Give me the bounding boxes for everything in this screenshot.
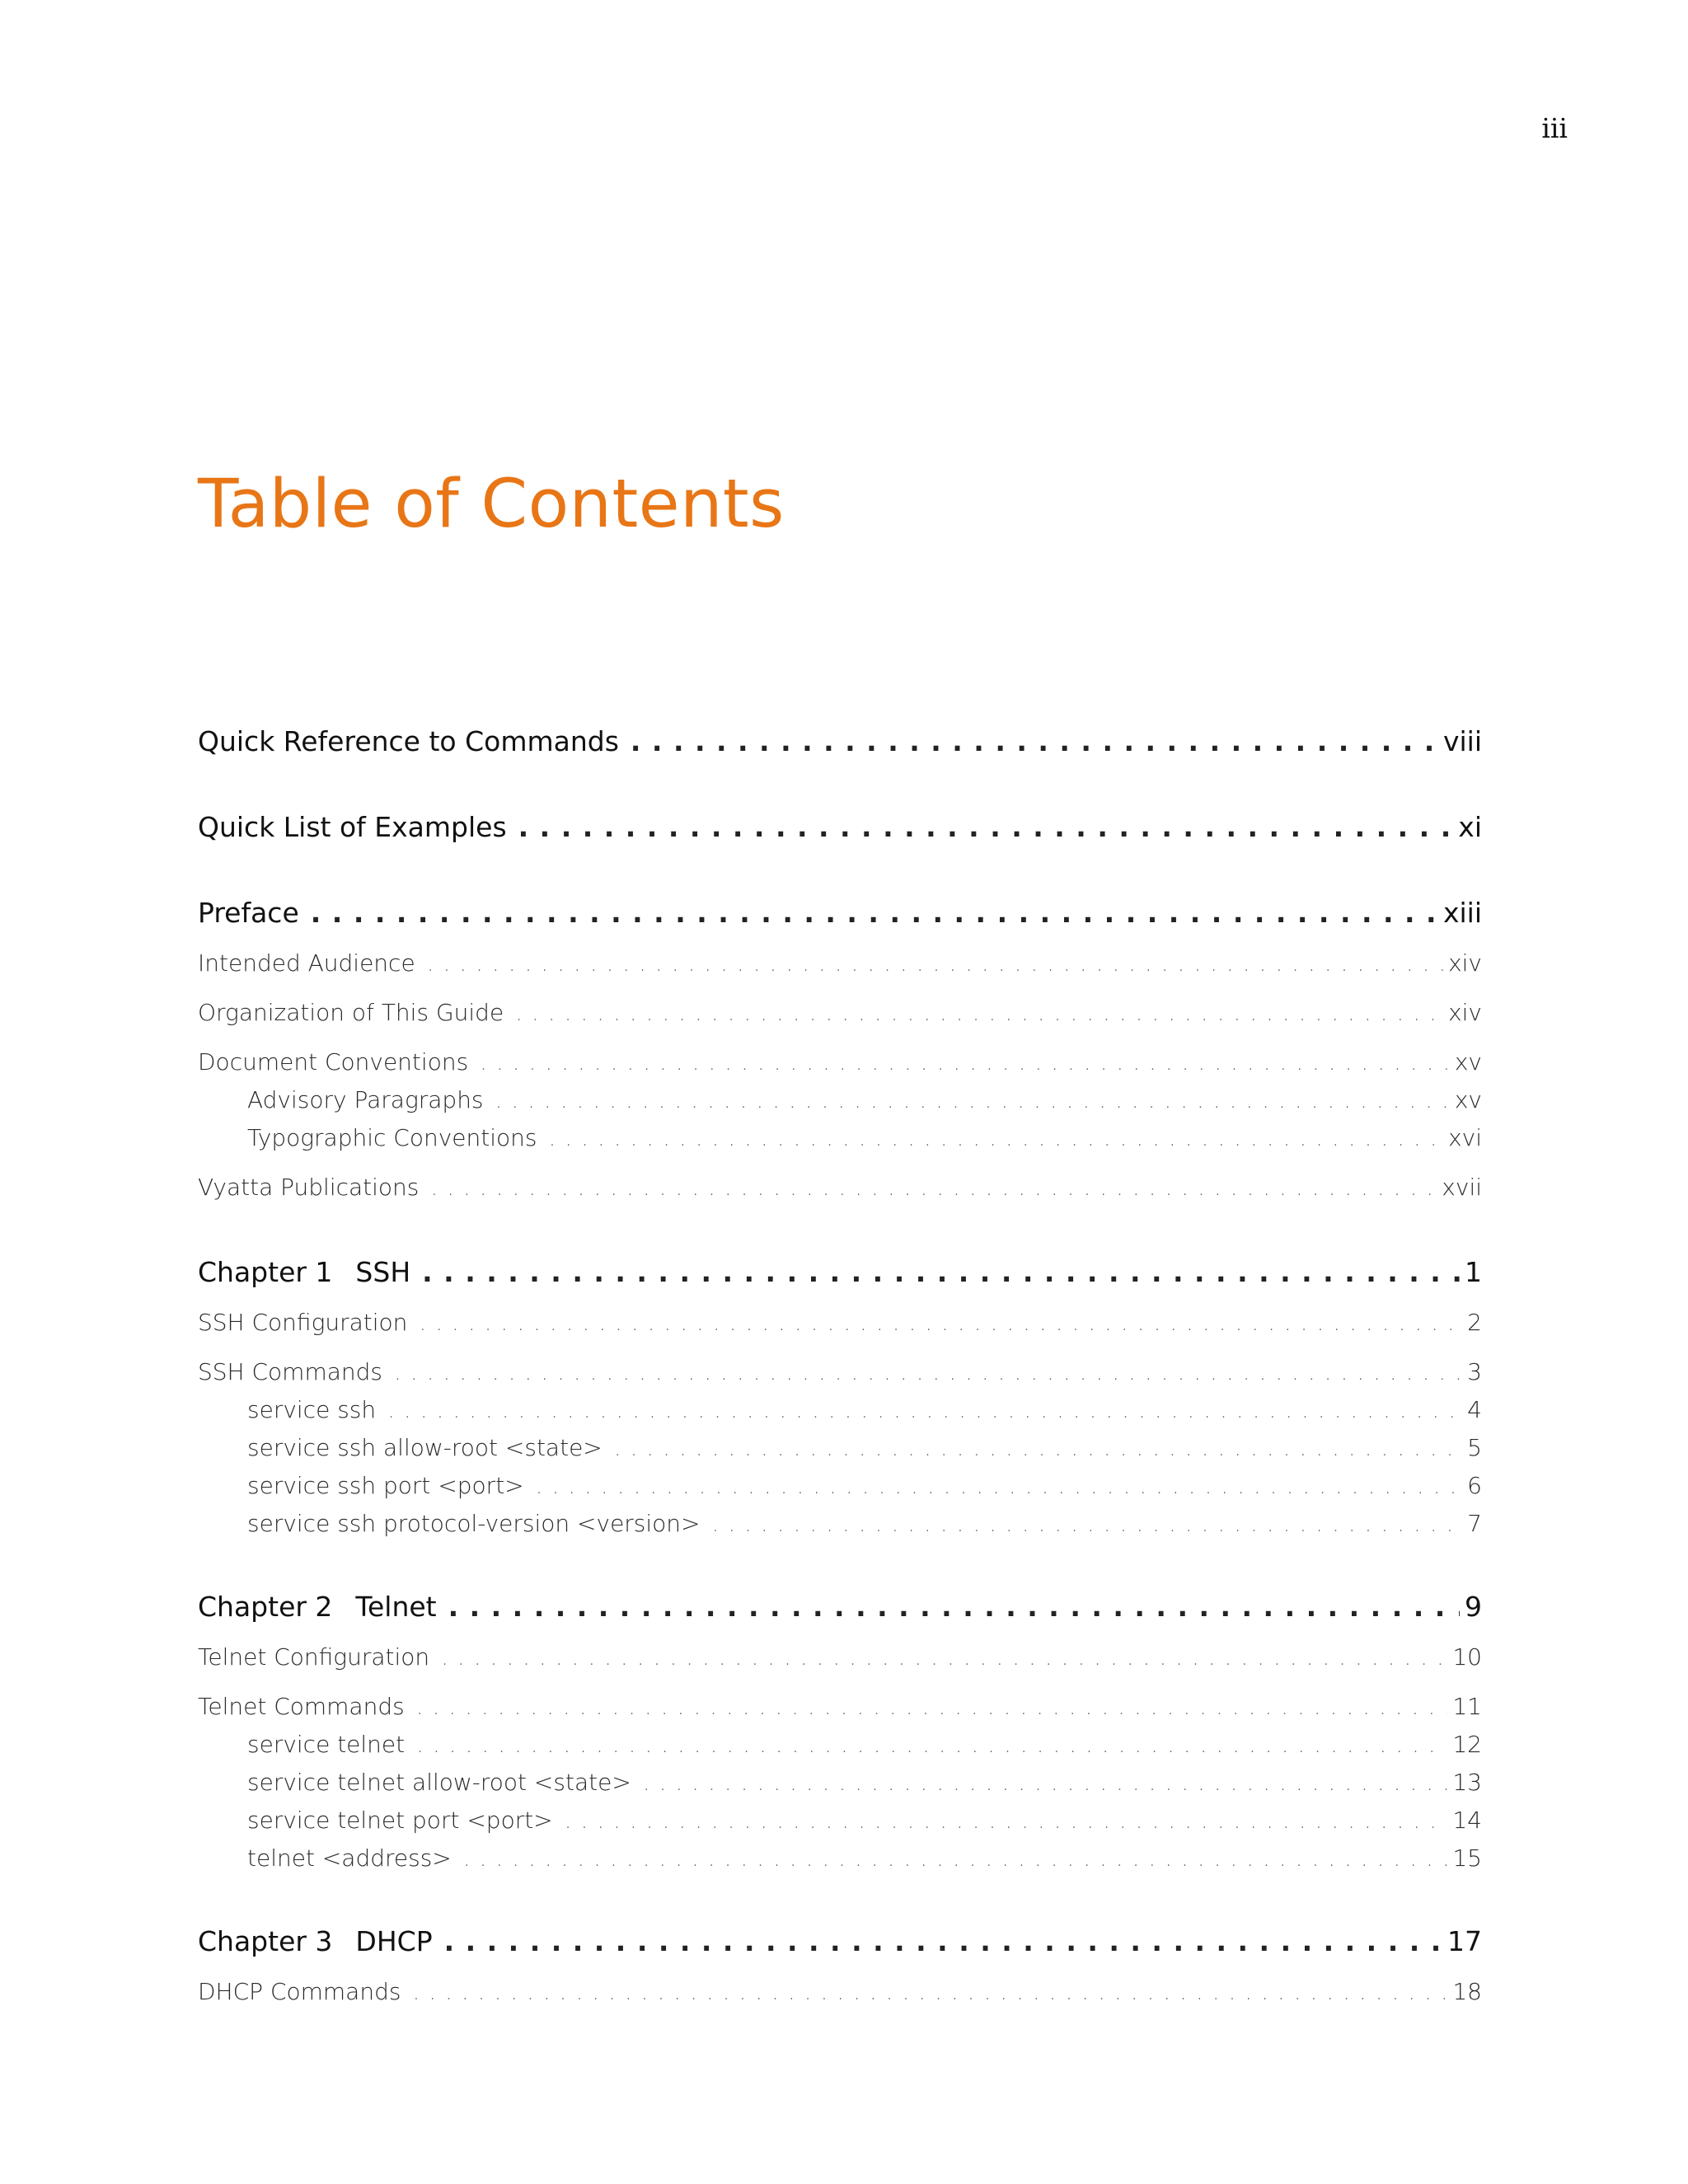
toc-entry-label: Telnet	[355, 1591, 437, 1623]
page-number: iii	[1541, 112, 1568, 144]
toc-entry-page: xvi	[1448, 1124, 1482, 1151]
toc-entry-label: Document Conventions	[198, 1048, 469, 1076]
toc-entry-preface[interactable]	[198, 897, 1482, 929]
toc-entry-telnet-configuration[interactable]	[198, 1643, 1482, 1671]
toc-entry-label: service ssh allow-root <state>	[247, 1434, 603, 1461]
toc-entry-dhcp-commands[interactable]	[198, 1978, 1482, 2005]
dot-leader	[712, 1510, 1463, 1537]
dot-leader	[416, 1731, 1447, 1758]
dot-leader	[422, 1256, 1460, 1288]
dot-leader	[614, 1434, 1462, 1461]
toc-entry-page: xv	[1454, 1048, 1482, 1076]
toc-entry-label: SSH Configuration	[198, 1309, 408, 1336]
toc-entry-label: Quick List of Examples	[198, 811, 507, 843]
chapter-number: Chapter 1	[198, 1256, 333, 1288]
toc-entry-chapter-1[interactable]	[198, 1256, 1482, 1288]
toc-entry-label: Organization of This Guide	[198, 999, 504, 1026]
toc-entry-page: xi	[1458, 811, 1482, 843]
toc-entry-label: service telnet allow-root <state>	[247, 1769, 631, 1796]
dot-leader	[518, 811, 1454, 843]
toc-entry-label: Typographic Conventions	[247, 1124, 537, 1151]
toc-entry-label: SSH	[355, 1256, 411, 1288]
toc-entry-service-ssh-port[interactable]	[247, 1472, 1482, 1499]
toc-entry-service-ssh-protocol-version[interactable]	[247, 1510, 1482, 1537]
dot-leader	[419, 1309, 1462, 1336]
chapter-number: Chapter 3	[198, 1925, 333, 1957]
toc-entry-label: service telnet	[247, 1731, 406, 1758]
toc-entry-service-telnet[interactable]	[247, 1731, 1482, 1758]
toc-entry-page: xiii	[1442, 897, 1482, 929]
toc-entry-quick-reference[interactable]	[198, 725, 1482, 757]
toc-entry-page: 6	[1467, 1472, 1482, 1499]
toc-entry-service-telnet-allow-root[interactable]	[247, 1769, 1482, 1796]
toc-entry-service-ssh[interactable]	[247, 1396, 1482, 1423]
toc-entry-service-telnet-port[interactable]	[247, 1807, 1482, 1834]
toc-entry-page: 18	[1452, 1978, 1482, 2005]
toc-entry-page: 17	[1447, 1925, 1482, 1957]
toc-entry-page: xv	[1454, 1086, 1482, 1113]
dot-leader	[394, 1358, 1462, 1385]
dot-leader	[412, 1978, 1447, 2005]
toc-entry-label: Telnet Configuration	[198, 1643, 430, 1671]
dot-leader	[387, 1396, 1462, 1423]
toc-entry-page: 15	[1452, 1844, 1482, 1872]
toc-entry-label: service ssh port <port>	[247, 1472, 524, 1499]
dot-leader	[427, 949, 1443, 977]
toc-entry-label: DHCP	[355, 1925, 433, 1957]
toc-entry-label: Preface	[198, 897, 299, 929]
toc-entry-page: 14	[1452, 1807, 1482, 1834]
toc-entry-organization[interactable]	[198, 999, 1482, 1026]
dot-leader	[416, 1693, 1448, 1720]
toc-entry-label: service ssh protocol-version <version>	[247, 1510, 701, 1537]
dot-leader	[441, 1643, 1447, 1671]
toc-entry-label: Vyatta Publications	[198, 1174, 420, 1201]
toc-entry-ssh-configuration[interactable]	[198, 1309, 1482, 1336]
toc-entry-quick-list-examples[interactable]	[198, 811, 1482, 843]
toc-entry-document-conventions[interactable]	[198, 1048, 1482, 1076]
toc-entry-page: 7	[1467, 1510, 1482, 1537]
dot-leader	[311, 897, 1438, 929]
toc-entry-page: viii	[1442, 725, 1482, 757]
toc-entry-label: telnet <address>	[247, 1844, 452, 1872]
table-of-contents	[198, 0, 1482, 2184]
toc-entry-telnet-address[interactable]	[247, 1844, 1482, 1872]
dot-leader	[631, 725, 1438, 757]
toc-entry-service-ssh-allow-root[interactable]	[247, 1434, 1482, 1461]
toc-entry-vyatta-publications[interactable]	[198, 1174, 1482, 1201]
toc-entry-page: 5	[1467, 1434, 1482, 1461]
toc-entry-label: Quick Reference to Commands	[198, 725, 619, 757]
dot-leader	[444, 1925, 1442, 1957]
dot-leader	[448, 1591, 1460, 1623]
toc-entry-telnet-commands[interactable]	[198, 1693, 1482, 1720]
toc-entry-label: Intended Audience	[198, 949, 415, 977]
toc-entry-chapter-2[interactable]	[198, 1591, 1482, 1623]
dot-leader	[495, 1086, 1450, 1113]
toc-entry-typographic-conventions[interactable]	[247, 1124, 1482, 1151]
dot-leader	[480, 1048, 1450, 1076]
dot-leader	[463, 1844, 1448, 1872]
toc-entry-ssh-commands[interactable]	[198, 1358, 1482, 1385]
toc-entry-label: SSH Commands	[198, 1358, 382, 1385]
chapter-number: Chapter 2	[198, 1591, 333, 1623]
toc-entry-page: 1	[1465, 1256, 1482, 1288]
dot-leader	[565, 1807, 1448, 1834]
dot-leader	[430, 1174, 1437, 1201]
dot-leader	[643, 1769, 1448, 1796]
toc-entry-page: 3	[1467, 1358, 1482, 1385]
toc-entry-page: 9	[1465, 1591, 1482, 1623]
toc-entry-label: service telnet port <port>	[247, 1807, 553, 1834]
toc-entry-advisory-paragraphs[interactable]	[247, 1086, 1482, 1113]
toc-entry-chapter-3[interactable]	[198, 1925, 1482, 1957]
toc-entry-page: 11	[1452, 1693, 1482, 1720]
toc-entry-page: 13	[1452, 1769, 1482, 1796]
page-title: Table of Contents	[198, 466, 785, 543]
dot-leader	[536, 1472, 1463, 1499]
toc-entry-page: 10	[1452, 1643, 1482, 1671]
toc-entry-label: Telnet Commands	[198, 1693, 405, 1720]
toc-entry-label: DHCP Commands	[198, 1978, 401, 2005]
toc-entry-intended-audience[interactable]	[198, 949, 1482, 977]
toc-entry-label: Advisory Paragraphs	[247, 1086, 484, 1113]
dot-leader	[515, 999, 1443, 1026]
toc-entry-page: xiv	[1448, 999, 1482, 1026]
dot-leader	[548, 1124, 1443, 1151]
toc-entry-page: xvii	[1442, 1174, 1482, 1201]
toc-entry-page: xiv	[1448, 949, 1482, 977]
toc-entry-label: service ssh	[247, 1396, 377, 1423]
toc-entry-page: 2	[1467, 1309, 1482, 1336]
toc-entry-page: 12	[1452, 1731, 1482, 1758]
toc-entry-page: 4	[1467, 1396, 1482, 1423]
